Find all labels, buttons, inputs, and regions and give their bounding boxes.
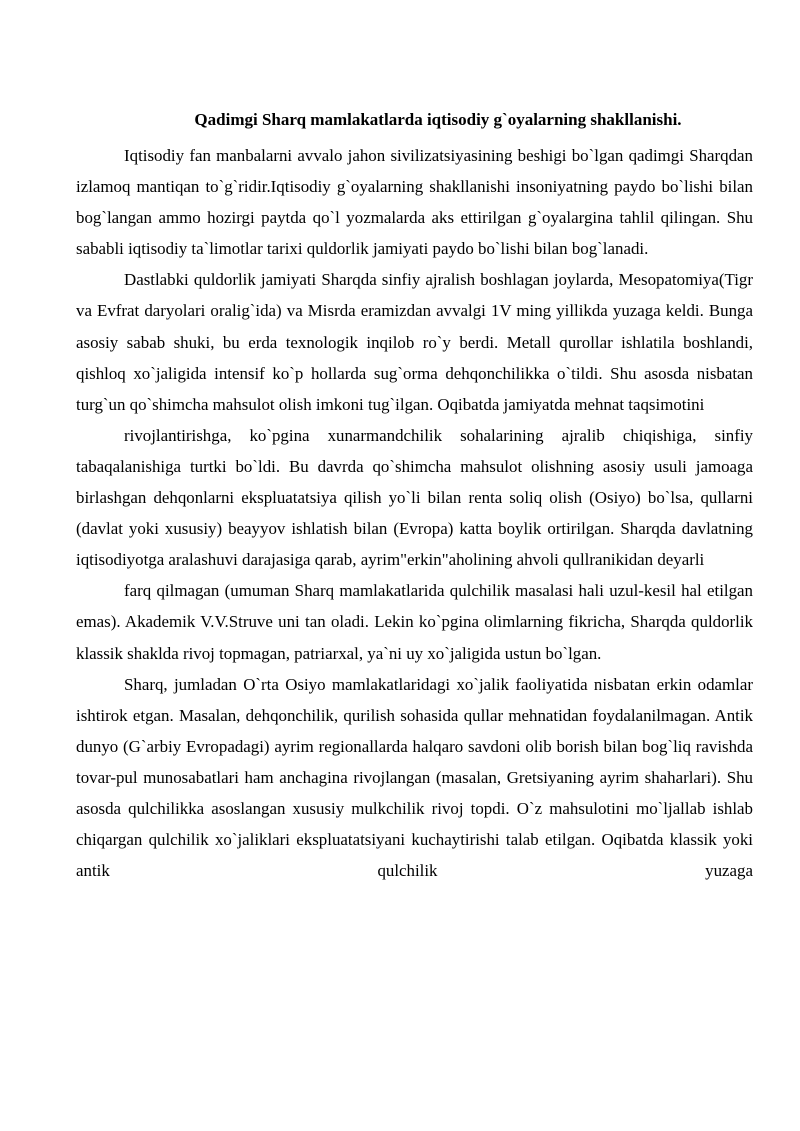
paragraph-1: Iqtisodiy fan manbalarni avvalo jahon sivilizatsiyasining beshigi bo`lgan qadimgi Sharqdan izlamoq mantiqan to`g`ridir.Iqtisodiy g`oyalarning shakllanishi insoniyatning paydo bo`lishi bilan bog`langan ammo hozirgi paytda qo`l yozmalarda aks ettirilgan g`oyalargina tahlil qilingan. Shu sababli iqtisodiy ta`limotlar tarixi quldorlik jamiyati paydo bo`lishi bilan bog`lanadi. (76, 146, 753, 259)
paragraph-3: rivojlantirishga, ko`pgina xunarmandchilik sohalarining ajralib chiqishiga, sinfiy tabaqalanishiga turtki bo`ldi. Bu davrda qo`shimcha mahsulot olishning asosiy usuli jamoaga birlashgan dehqonlarni ekspluatatsiya qilish yo`li bilan renta soliq olish (Osiyo) bo`lsa, qullarni (davlat yoki xususiy) beayyov ishlatish bilan (Evropa) katta boylik ortirilgan. Sharqda davlatning iqtisodiyotga aralashuvi darajasiga qarab, ayrim"erkin"aholining ahvoli qullranikidan deyarli (76, 425, 753, 570)
document-title: Qadimgi Sharq mamlakatlarda iqtisodiy g`oyalarning shakllanishi. (194, 110, 682, 129)
paragraph-2: Dastlabki quldorlik jamiyati Sharqda sinfiy ajralish boshlagan joylarda, Mesopatomiya(Tigr va Evfrat daryolari oralig`ida) va Misrda eramizdan avvalgi 1V ming yillikda yuzaga keldi. Bunga asosiy sabab shuki, bu erda texnologik inqilob ro`y berdi. Metall qurollar ishlatila boshlandi, qishloq xo`jaligida intensif ko`p hollarda sug`orma dehqonchilikka o`tildi. Shu asosda nisbatan turg`un qo`shimcha mahsulot olish imkoni tug`ilgan. Oqibatda jamiyatda mehnat taqsimotini (76, 270, 753, 414)
paragraph-4: farq qilmagan (umuman Sharq mamlakatlarida qulchilik masalasi hali uzul-kesil hal etilgan emas). Akademik V.V.Struve uni tan oladi. Lekin ko`pgina olimlarning fikricha, Sharqda quldorlik klassik shaklda rivoj topmagan, patriarxal, ya`ni uy xo`jaligida ustun bo`lgan. (76, 581, 753, 663)
paragraph-5: Sharq, jumladan O`rta Osiyo mamlakatlaridagi xo`jalik faoliyatida nisbatan erkin odamlar ishtirok etgan. Masalan, dehqonchilik, qurilish sohasida qullar mehnatidan foydalanilmagan. Antik dunyo (G`arbiy Evropadagi) ayrim regionallarda halqaro savdoni olib borish bilan bog`liq ravishda tovar-pul munosabatlari ham anchagina rivojlangan (masalan, Gretsiyaning ayrim shaharlari). Shu asosda qulchilikka asoslangan xususiy mulkchilik rivoj topdi. O`z mahsulotini mo`ljallab ishlab chiqargan qulchilik xo`jaliklari ekspluatatsiyani kuchaytirishi talab etilgan. Oqibatda klassik yoki antik qulchilik yuzaga (76, 674, 753, 881)
document-body (76, 140, 753, 886)
